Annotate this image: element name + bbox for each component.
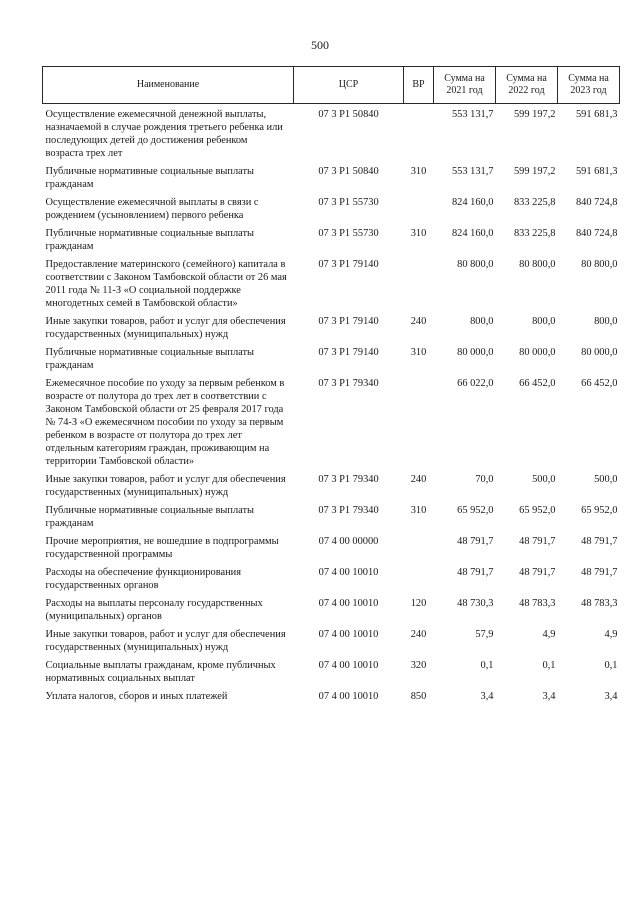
cell-csr: 07 4 00 00000 (318, 536, 379, 547)
cell-csr: 07 4 00 10010 (318, 567, 379, 578)
table-row (43, 258, 620, 315)
cell-name: Предоставление материнского (семейного) капитала в соответствии с Законом Тамбовской области от 26 мая 2011 года № 11-З «О социальной поддержке многодетных семей в Тамбовской области» (45, 259, 287, 309)
cell-vr (404, 535, 434, 566)
cell-sum-2022: 833 225,8 (513, 228, 556, 239)
table-row (43, 104, 620, 166)
cell-vr (404, 104, 434, 166)
cell-sum-2022: 0,1 (542, 660, 556, 671)
cell-csr: 07 3 P1 79140 (318, 259, 379, 270)
header-name: Наименование (43, 67, 294, 104)
table-row (43, 315, 620, 346)
cell-csr: 07 3 P1 79140 (318, 347, 379, 358)
page-number: 500 (311, 38, 329, 52)
cell-vr: 240 (410, 316, 427, 327)
cell-sum-2021: 824 160,0 (451, 228, 494, 239)
cell-vr: 310 (410, 166, 427, 177)
cell-vr: 850 (410, 691, 427, 702)
cell-name: Расходы на выплаты персоналу государственных (муниципальных) органов (45, 598, 263, 622)
header-sum-2023: Сумма на 2023 год (558, 67, 620, 104)
cell-sum-2021: 48 791,7 (457, 567, 494, 578)
cell-sum-2022: 4,9 (542, 629, 556, 640)
cell-sum-2022: 599 197,2 (513, 166, 556, 177)
cell-sum-2023: 3,4 (604, 691, 618, 702)
cell-vr: 310 (410, 347, 427, 358)
cell-name: Публичные нормативные социальные выплаты гражданам (45, 505, 255, 529)
cell-csr: 07 3 P1 79140 (318, 316, 379, 327)
table-row (43, 690, 620, 708)
table-row (43, 566, 620, 597)
table-body (43, 104, 620, 709)
cell-sum-2021: 824 160,0 (451, 197, 494, 208)
cell-sum-2021: 80 800,0 (457, 259, 494, 270)
cell-sum-2023: 500,0 (594, 474, 618, 485)
cell-sum-2023: 840 724,8 (575, 228, 618, 239)
cell-vr: 320 (410, 660, 427, 671)
cell-name: Иные закупки товаров, работ и услуг для обеспечения государственных (муниципальных) нужд (45, 629, 286, 653)
cell-sum-2022: 800,0 (532, 316, 556, 327)
cell-vr (404, 196, 434, 227)
cell-sum-2021: 70,0 (475, 474, 494, 485)
cell-sum-2023: 4,9 (604, 629, 618, 640)
table-header (43, 67, 620, 104)
cell-name: Осуществление ежемесячной выплаты в связи с рождением (усыновлением) первого ребенка (45, 197, 259, 221)
table-row (43, 628, 620, 659)
table-row (43, 659, 620, 690)
cell-name: Публичные нормативные социальные выплаты гражданам (45, 166, 255, 190)
cell-vr: 240 (410, 629, 427, 640)
table-row (43, 227, 620, 258)
table-row (43, 377, 620, 473)
budget-table (42, 66, 620, 708)
cell-csr: 07 3 P1 55730 (318, 197, 379, 208)
cell-vr (404, 566, 434, 597)
cell-sum-2022: 80 000,0 (519, 347, 556, 358)
cell-name: Ежемесячное пособие по уходу за первым ребенком в возрасте от полутора до трех лет в соответствии с Законом Тамбовской области от 25 февраля 2017 года № 74-З «О ежемесячном пособии по уходу за первым ребенком в возрасте от полутора до трех лет отдельным категориям граждан, проживающим на территории Тамбовской области» (45, 378, 285, 467)
header-sum-2022: Сумма на 2022 год (496, 67, 558, 104)
cell-sum-2021: 66 022,0 (457, 378, 494, 389)
table-row (43, 473, 620, 504)
cell-sum-2021: 800,0 (470, 316, 494, 327)
cell-sum-2023: 48 783,3 (581, 598, 618, 609)
cell-csr: 07 3 P1 50840 (318, 166, 379, 177)
cell-vr: 240 (410, 474, 427, 485)
cell-csr: 07 3 P1 79340 (318, 474, 379, 485)
cell-sum-2022: 48 791,7 (519, 567, 556, 578)
cell-sum-2023: 80 800,0 (581, 259, 618, 270)
cell-sum-2023: 66 452,0 (581, 378, 618, 389)
cell-sum-2021: 57,9 (475, 629, 494, 640)
header-sum-2021: Сумма на 2021 год (434, 67, 496, 104)
cell-sum-2022: 48 783,3 (519, 598, 556, 609)
cell-sum-2022: 66 452,0 (519, 378, 556, 389)
cell-sum-2022: 65 952,0 (519, 505, 556, 516)
cell-sum-2023: 80 000,0 (581, 347, 618, 358)
cell-name: Публичные нормативные социальные выплаты гражданам (45, 347, 255, 371)
cell-csr: 07 3 P1 79340 (318, 378, 379, 389)
cell-sum-2023: 800,0 (594, 316, 618, 327)
cell-sum-2021: 553 131,7 (451, 109, 494, 120)
table-row (43, 165, 620, 196)
table-row (43, 597, 620, 628)
cell-csr: 07 4 00 10010 (318, 691, 379, 702)
header-row (43, 67, 620, 104)
cell-vr (404, 258, 434, 315)
cell-sum-2022: 80 800,0 (519, 259, 556, 270)
cell-sum-2021: 48 730,3 (457, 598, 494, 609)
cell-name: Иные закупки товаров, работ и услуг для обеспечения государственных (муниципальных) нужд (45, 316, 286, 340)
cell-name: Прочие мероприятия, не вошедшие в подпрограммы государственной программы (45, 536, 279, 560)
cell-sum-2023: 48 791,7 (581, 536, 618, 547)
cell-name: Иные закупки товаров, работ и услуг для обеспечения государственных (муниципальных) нужд (45, 474, 286, 498)
cell-sum-2022: 48 791,7 (519, 536, 556, 547)
cell-sum-2021: 3,4 (480, 691, 494, 702)
cell-name: Уплата налогов, сборов и иных платежей (45, 691, 228, 702)
cell-sum-2021: 80 000,0 (457, 347, 494, 358)
cell-vr (404, 377, 434, 473)
cell-csr: 07 4 00 10010 (318, 660, 379, 671)
cell-sum-2021: 65 952,0 (457, 505, 494, 516)
cell-csr: 07 3 P1 55730 (318, 228, 379, 239)
cell-name: Расходы на обеспечение функционирования государственных органов (45, 567, 241, 591)
cell-sum-2023: 48 791,7 (581, 567, 618, 578)
cell-csr: 07 4 00 10010 (318, 598, 379, 609)
cell-vr: 310 (410, 505, 427, 516)
cell-sum-2022: 833 225,8 (513, 197, 556, 208)
cell-name: Социальные выплаты гражданам, кроме публичных нормативных социальных выплат (45, 660, 276, 684)
cell-sum-2021: 48 791,7 (457, 536, 494, 547)
cell-vr: 310 (410, 228, 427, 239)
cell-name: Осуществление ежемесячной денежной выплаты, назначаемой в случае рождения третьего ребенка или последующих детей до достижения ребенком возраста трех лет (45, 109, 283, 159)
cell-sum-2022: 599 197,2 (513, 109, 556, 120)
cell-name: Публичные нормативные социальные выплаты гражданам (45, 228, 255, 252)
header-csr: ЦСР (294, 67, 404, 104)
table-row (43, 504, 620, 535)
cell-sum-2021: 553 131,7 (451, 166, 494, 177)
cell-sum-2023: 840 724,8 (575, 197, 618, 208)
cell-sum-2021: 0,1 (480, 660, 494, 671)
table-row (43, 535, 620, 566)
table-row (43, 346, 620, 377)
cell-sum-2022: 500,0 (532, 474, 556, 485)
cell-csr: 07 4 00 10010 (318, 629, 379, 640)
cell-sum-2023: 65 952,0 (581, 505, 618, 516)
cell-csr: 07 3 P1 50840 (318, 109, 379, 120)
cell-sum-2023: 0,1 (604, 660, 618, 671)
header-vr: ВР (404, 67, 434, 104)
cell-csr: 07 3 P1 79340 (318, 505, 379, 516)
table-row (43, 196, 620, 227)
cell-sum-2022: 3,4 (542, 691, 556, 702)
cell-sum-2023: 591 681,3 (575, 109, 618, 120)
cell-vr: 120 (410, 598, 427, 609)
cell-sum-2023: 591 681,3 (575, 166, 618, 177)
